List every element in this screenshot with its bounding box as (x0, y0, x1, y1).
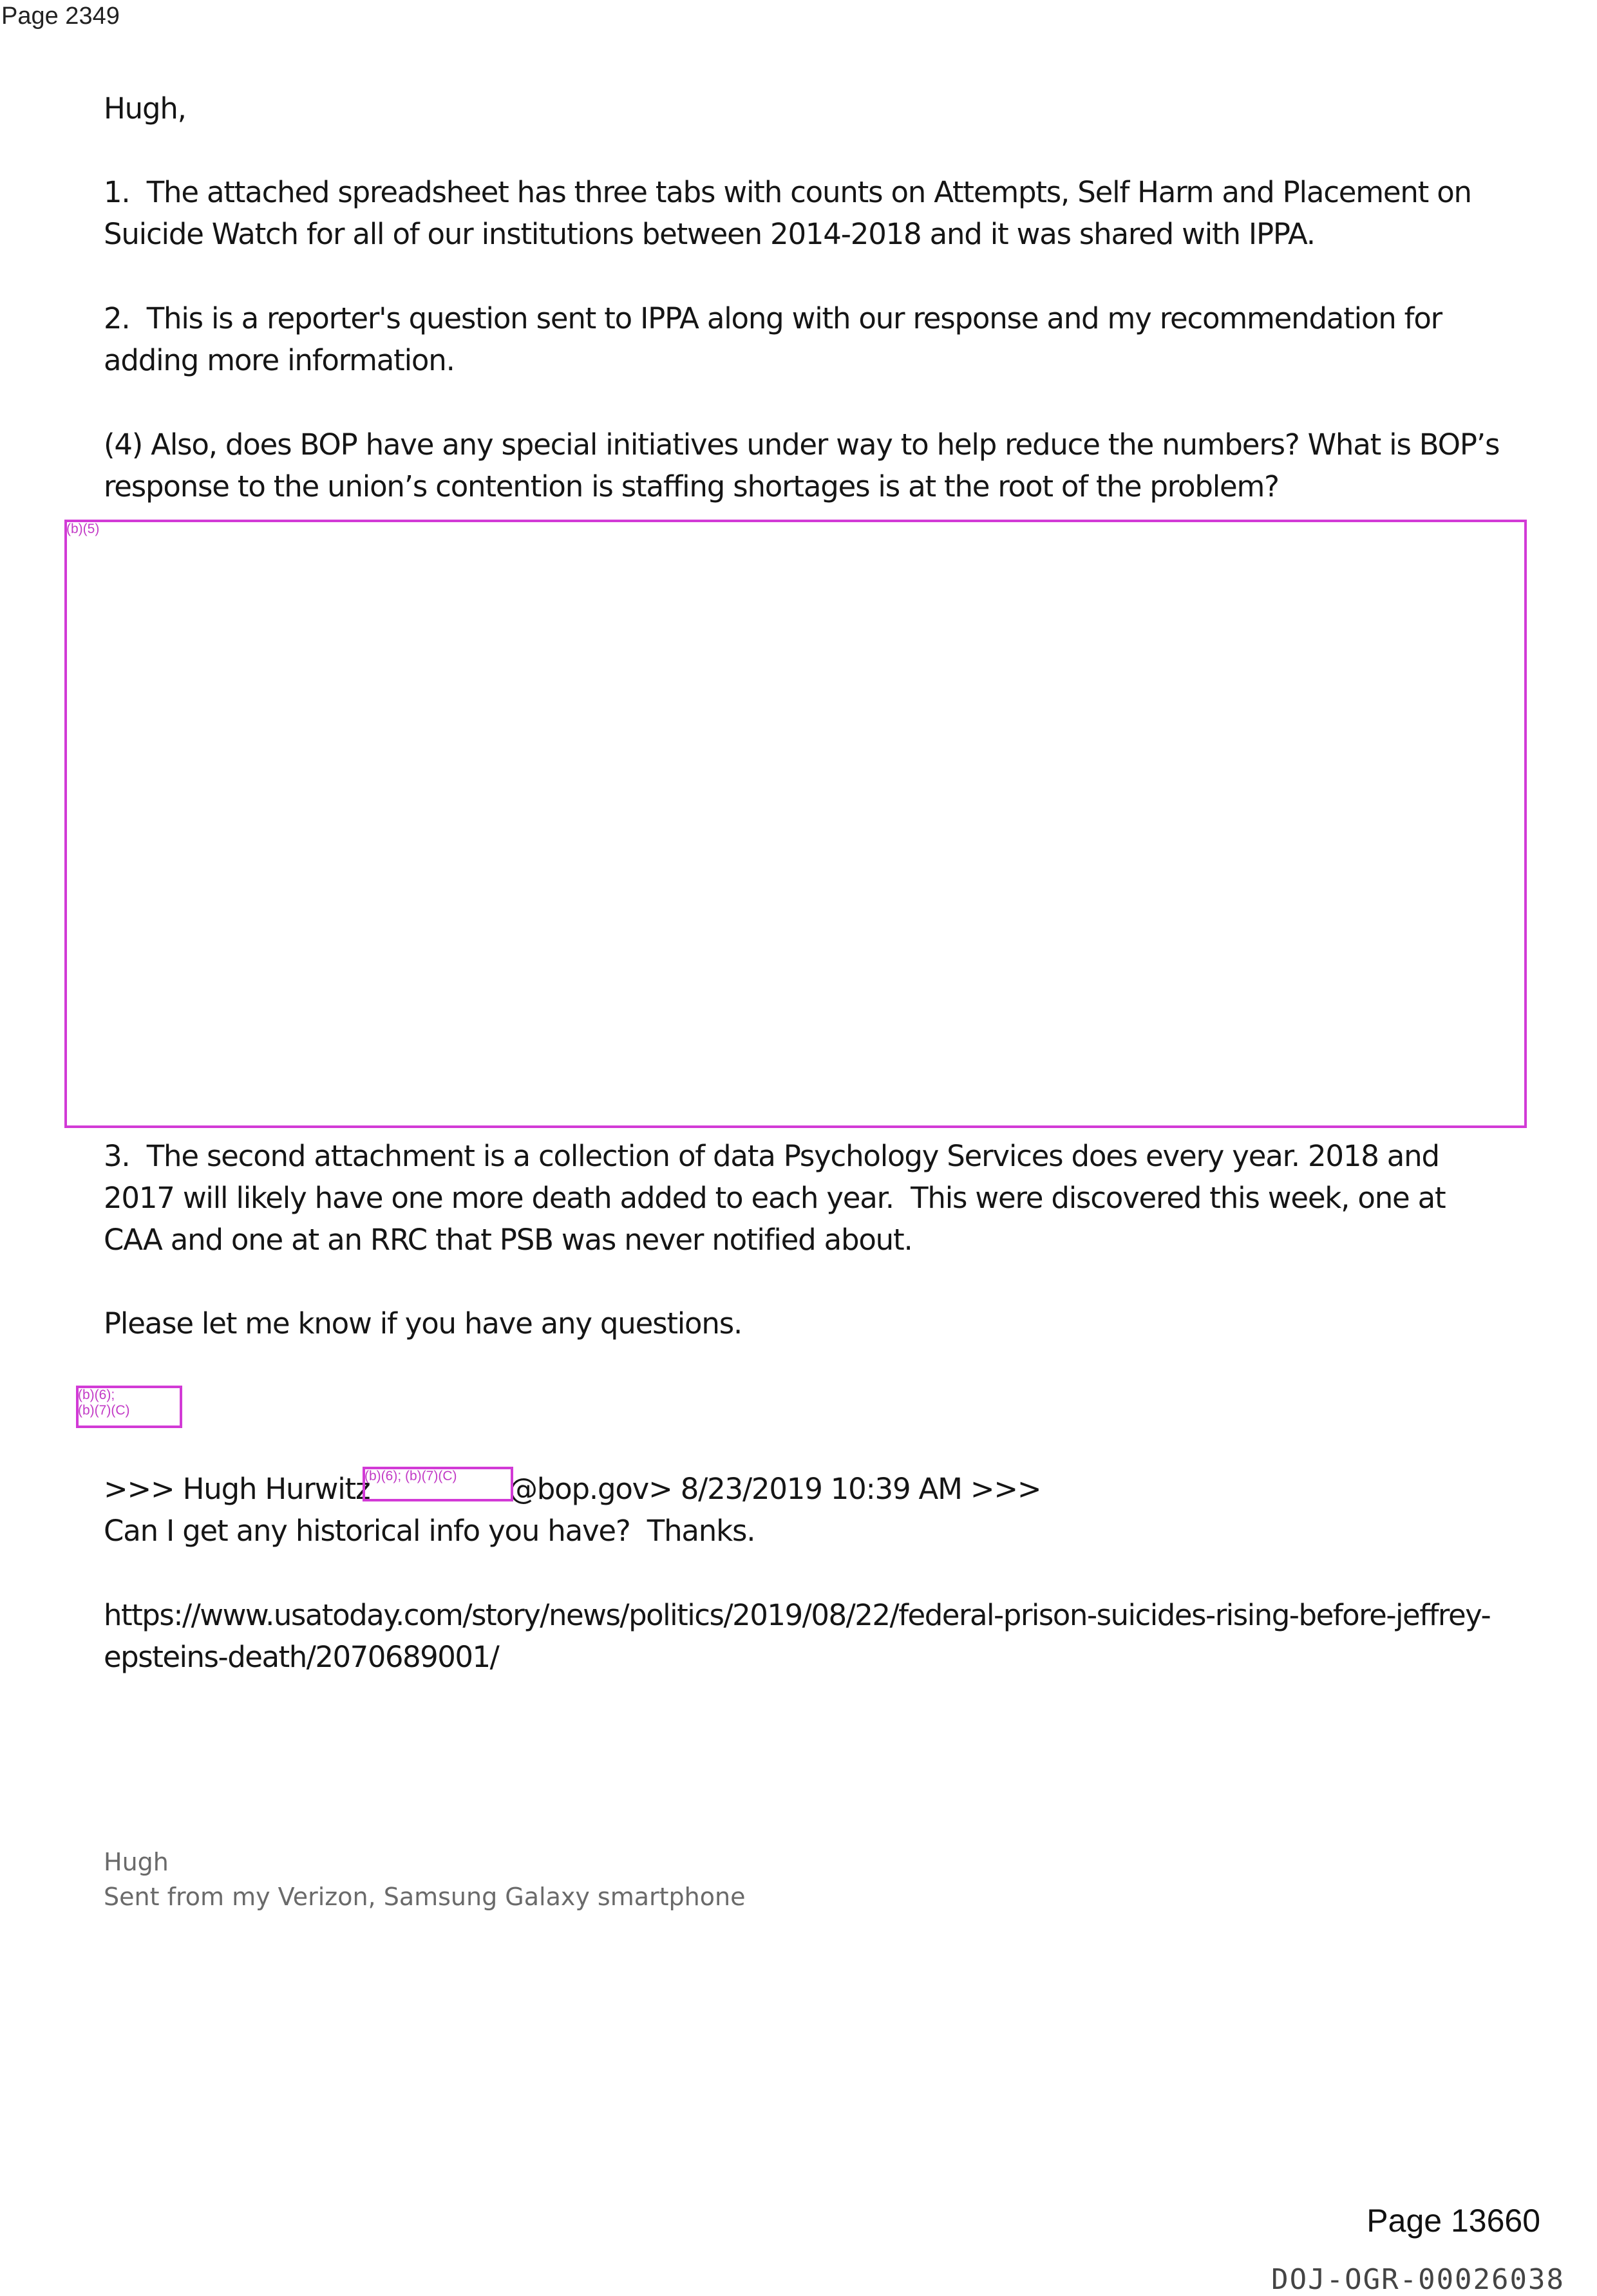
paragraph-item-2: 2. This is a reporter's question sent to IPPA along with our response and my recommendation for adding more information. (104, 301, 1451, 377)
page-label-top: Page 2349 (1, 3, 120, 30)
paragraph-item-1: 1. The attached spreadsheet has three tabs with counts on Attempts, Self Harm and Placement on Suicide Watch for all of our institutions between 2014-2018 and it was shared with IPPA. (104, 175, 1480, 251)
page-number: Page 13660 (1366, 2203, 1540, 2239)
paragraph-item-3: 3. The second attachment is a collection of data Psychology Services does every year. 2018 and 2017 will likely have one more death added to each year. This were discovered this week, one at CAA and one at an RRC that PSB was never notified about. (104, 1139, 1454, 1257)
reporter-question: (4) Also, does BOP have any special initiatives under way to help reduce the numbers? What is BOP’s response to the union’s contention is staffing shortages is at the root of the problem? (104, 428, 1508, 503)
forwarded-sender: >>> Hugh Hurwitz (104, 1472, 379, 1506)
forwarded-message: Can I get any historical info you have? Thanks. (104, 1514, 755, 1548)
signature-name: Hugh (104, 1848, 169, 1876)
redaction-code-signature: (b)(6); (b)(7)(C) (78, 1388, 130, 1418)
redaction-code-b5: (b)(5) (66, 522, 100, 536)
article-link[interactable]: https://www.usatoday.com/story/news/politics/2019/08/22/federal-prison-suicides-rising-before-jeffrey-epsteins-death/2070689001/ (104, 1598, 1491, 1674)
redaction-code-email: (b)(6); (b)(7)(C) (364, 1469, 457, 1483)
signature-device-line: Sent from my Verizon, Samsung Galaxy smartphone (104, 1883, 746, 1911)
closing-line: Please let me know if you have any questions. (104, 1306, 742, 1341)
bates-number: DOJ-OGR-00026038 (1271, 2263, 1565, 2296)
forwarded-domain-date: @bop.gov> 8/23/2019 10:39 AM >>> (509, 1472, 1041, 1506)
greeting: Hugh, (104, 91, 186, 126)
redaction-box-b5 (64, 520, 1527, 1128)
